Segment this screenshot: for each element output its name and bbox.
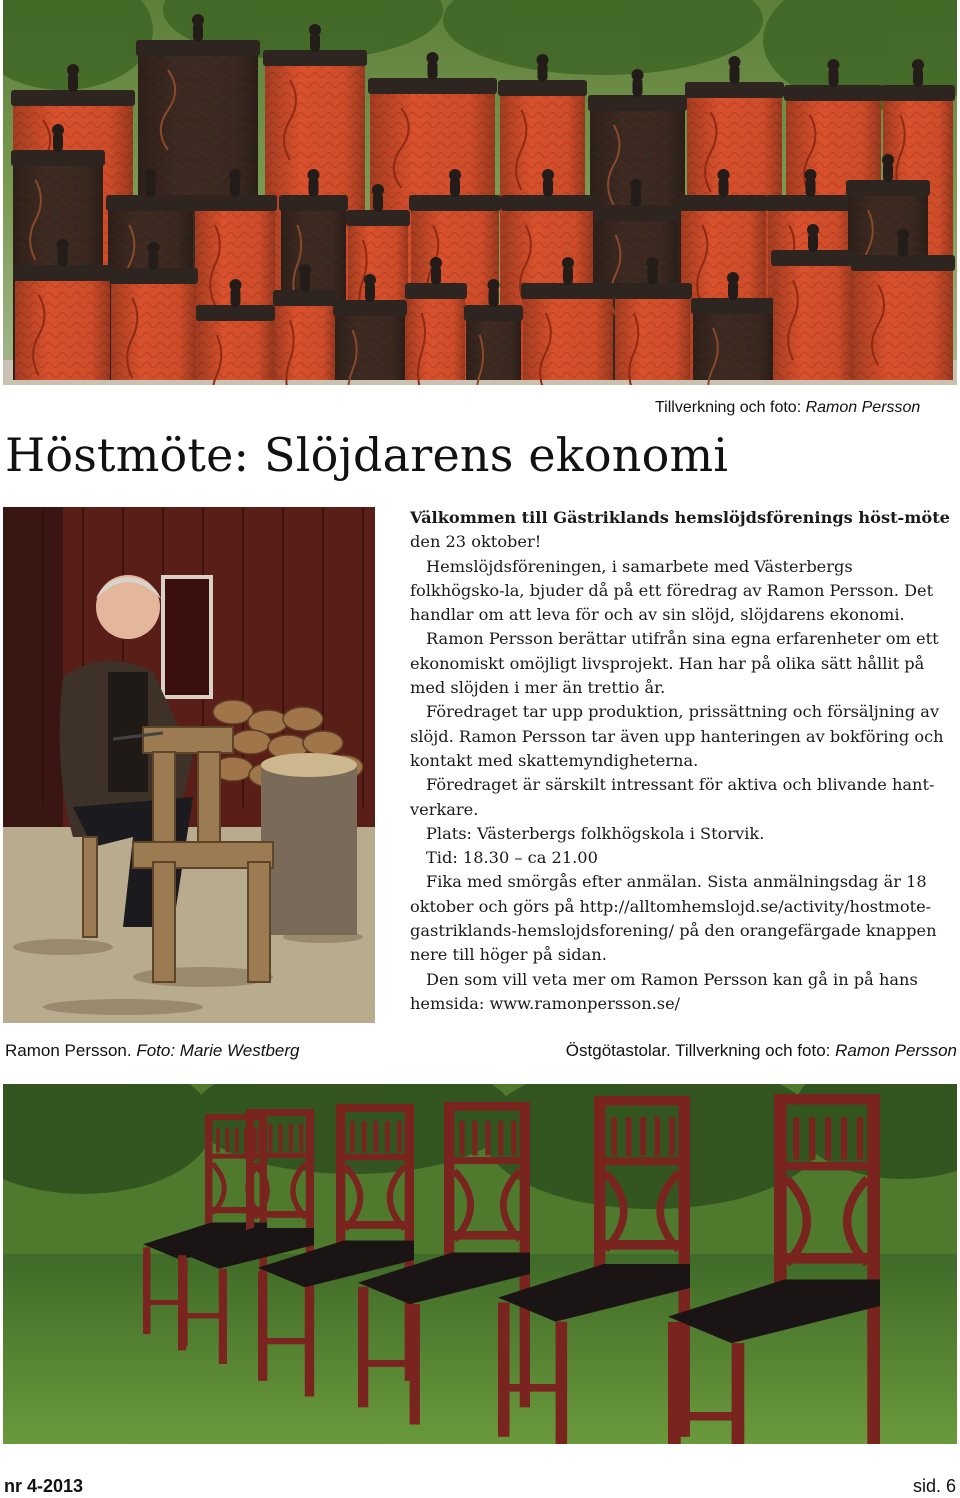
- chairs-caption-credit-prefix: Tillverkning och foto:: [675, 1041, 836, 1060]
- article-paragraph: Ramon Persson berättar utifrån sina egna erfarenheter om ett ekonomiskt omöjligt livsprojekt. Han har på olika sätt hållit på med slöjden i mer än trettio år.: [410, 629, 939, 698]
- article-lead-rest: den 23 oktober!: [410, 532, 542, 552]
- credit-photographer: Ramon Persson: [805, 399, 921, 416]
- article-paragraph: Föredraget är särskilt intressant för aktiva och blivande hant-verkare.: [410, 775, 935, 819]
- page-number: sid. 6: [912, 1476, 956, 1496]
- article-paragraph: Föredraget tar upp produktion, prissättning och försäljning av slöjd. Ramon Persson tar även upp hanteringen av bokföring och kontakt med skattemyndigheterna.: [410, 702, 944, 770]
- article-venue: Plats: Västerbergs folkhögskola i Storvik.: [426, 823, 765, 843]
- issue-number: nr 4-2013: [4, 1476, 84, 1496]
- portrait-caption-credit: Foto: Marie Westberg: [136, 1041, 300, 1060]
- chairs-caption-subject: Östgötastolar.: [565, 1041, 676, 1060]
- portrait-caption-subject: Ramon Persson.: [5, 1041, 137, 1060]
- top-photo-credit: [655, 399, 920, 417]
- article-body: [410, 506, 950, 1016]
- ramon-persson-portrait-photo: [3, 507, 375, 1023]
- article-time: Tid: 18.30 – ca 21.00: [426, 848, 598, 868]
- credit-prefix: Tillverkning och foto:: [655, 399, 806, 416]
- portrait-illustration: [3, 507, 375, 1023]
- article-lead-bold: Välkommen till Gästriklands hemslöjdsförenings höst-möte: [410, 508, 950, 527]
- article-paragraph: Hemslöjdsföreningen, i samarbete med Västerbergs folkhögsko-la, bjuder då på ett föredrag av Ramon Persson. Det handlar om att leva för och av sin slöjd, slöjdarens ekonomi.: [410, 556, 934, 625]
- article-lead: [410, 506, 950, 555]
- article-registration: Fika med smörgås efter anmälan. Sista anmälningsdag är 18 oktober och görs på http://alltomhemslojd.se/activity/hostmote-gastriklands-hemslojdsforening/ på den orangefärgade knappen nere till höger på sidan.: [410, 872, 937, 965]
- chairs-illustration: [3, 1084, 957, 1444]
- birch-bark-boxes-photo: [3, 0, 957, 385]
- ostgota-chairs-photo: [3, 1084, 957, 1444]
- chairs-caption-photographer: Ramon Persson: [835, 1041, 957, 1060]
- portrait-caption: [5, 1041, 299, 1061]
- chairs-caption: [566, 1041, 957, 1061]
- article-website: Den som vill veta mer om Ramon Persson kan gå in på hans hemsida: www.ramonpersson.se/: [410, 969, 918, 1013]
- birch-bark-boxes-illustration: [3, 0, 957, 385]
- article-title: Höstmöte: Slöjdarens ekonomi: [5, 428, 729, 482]
